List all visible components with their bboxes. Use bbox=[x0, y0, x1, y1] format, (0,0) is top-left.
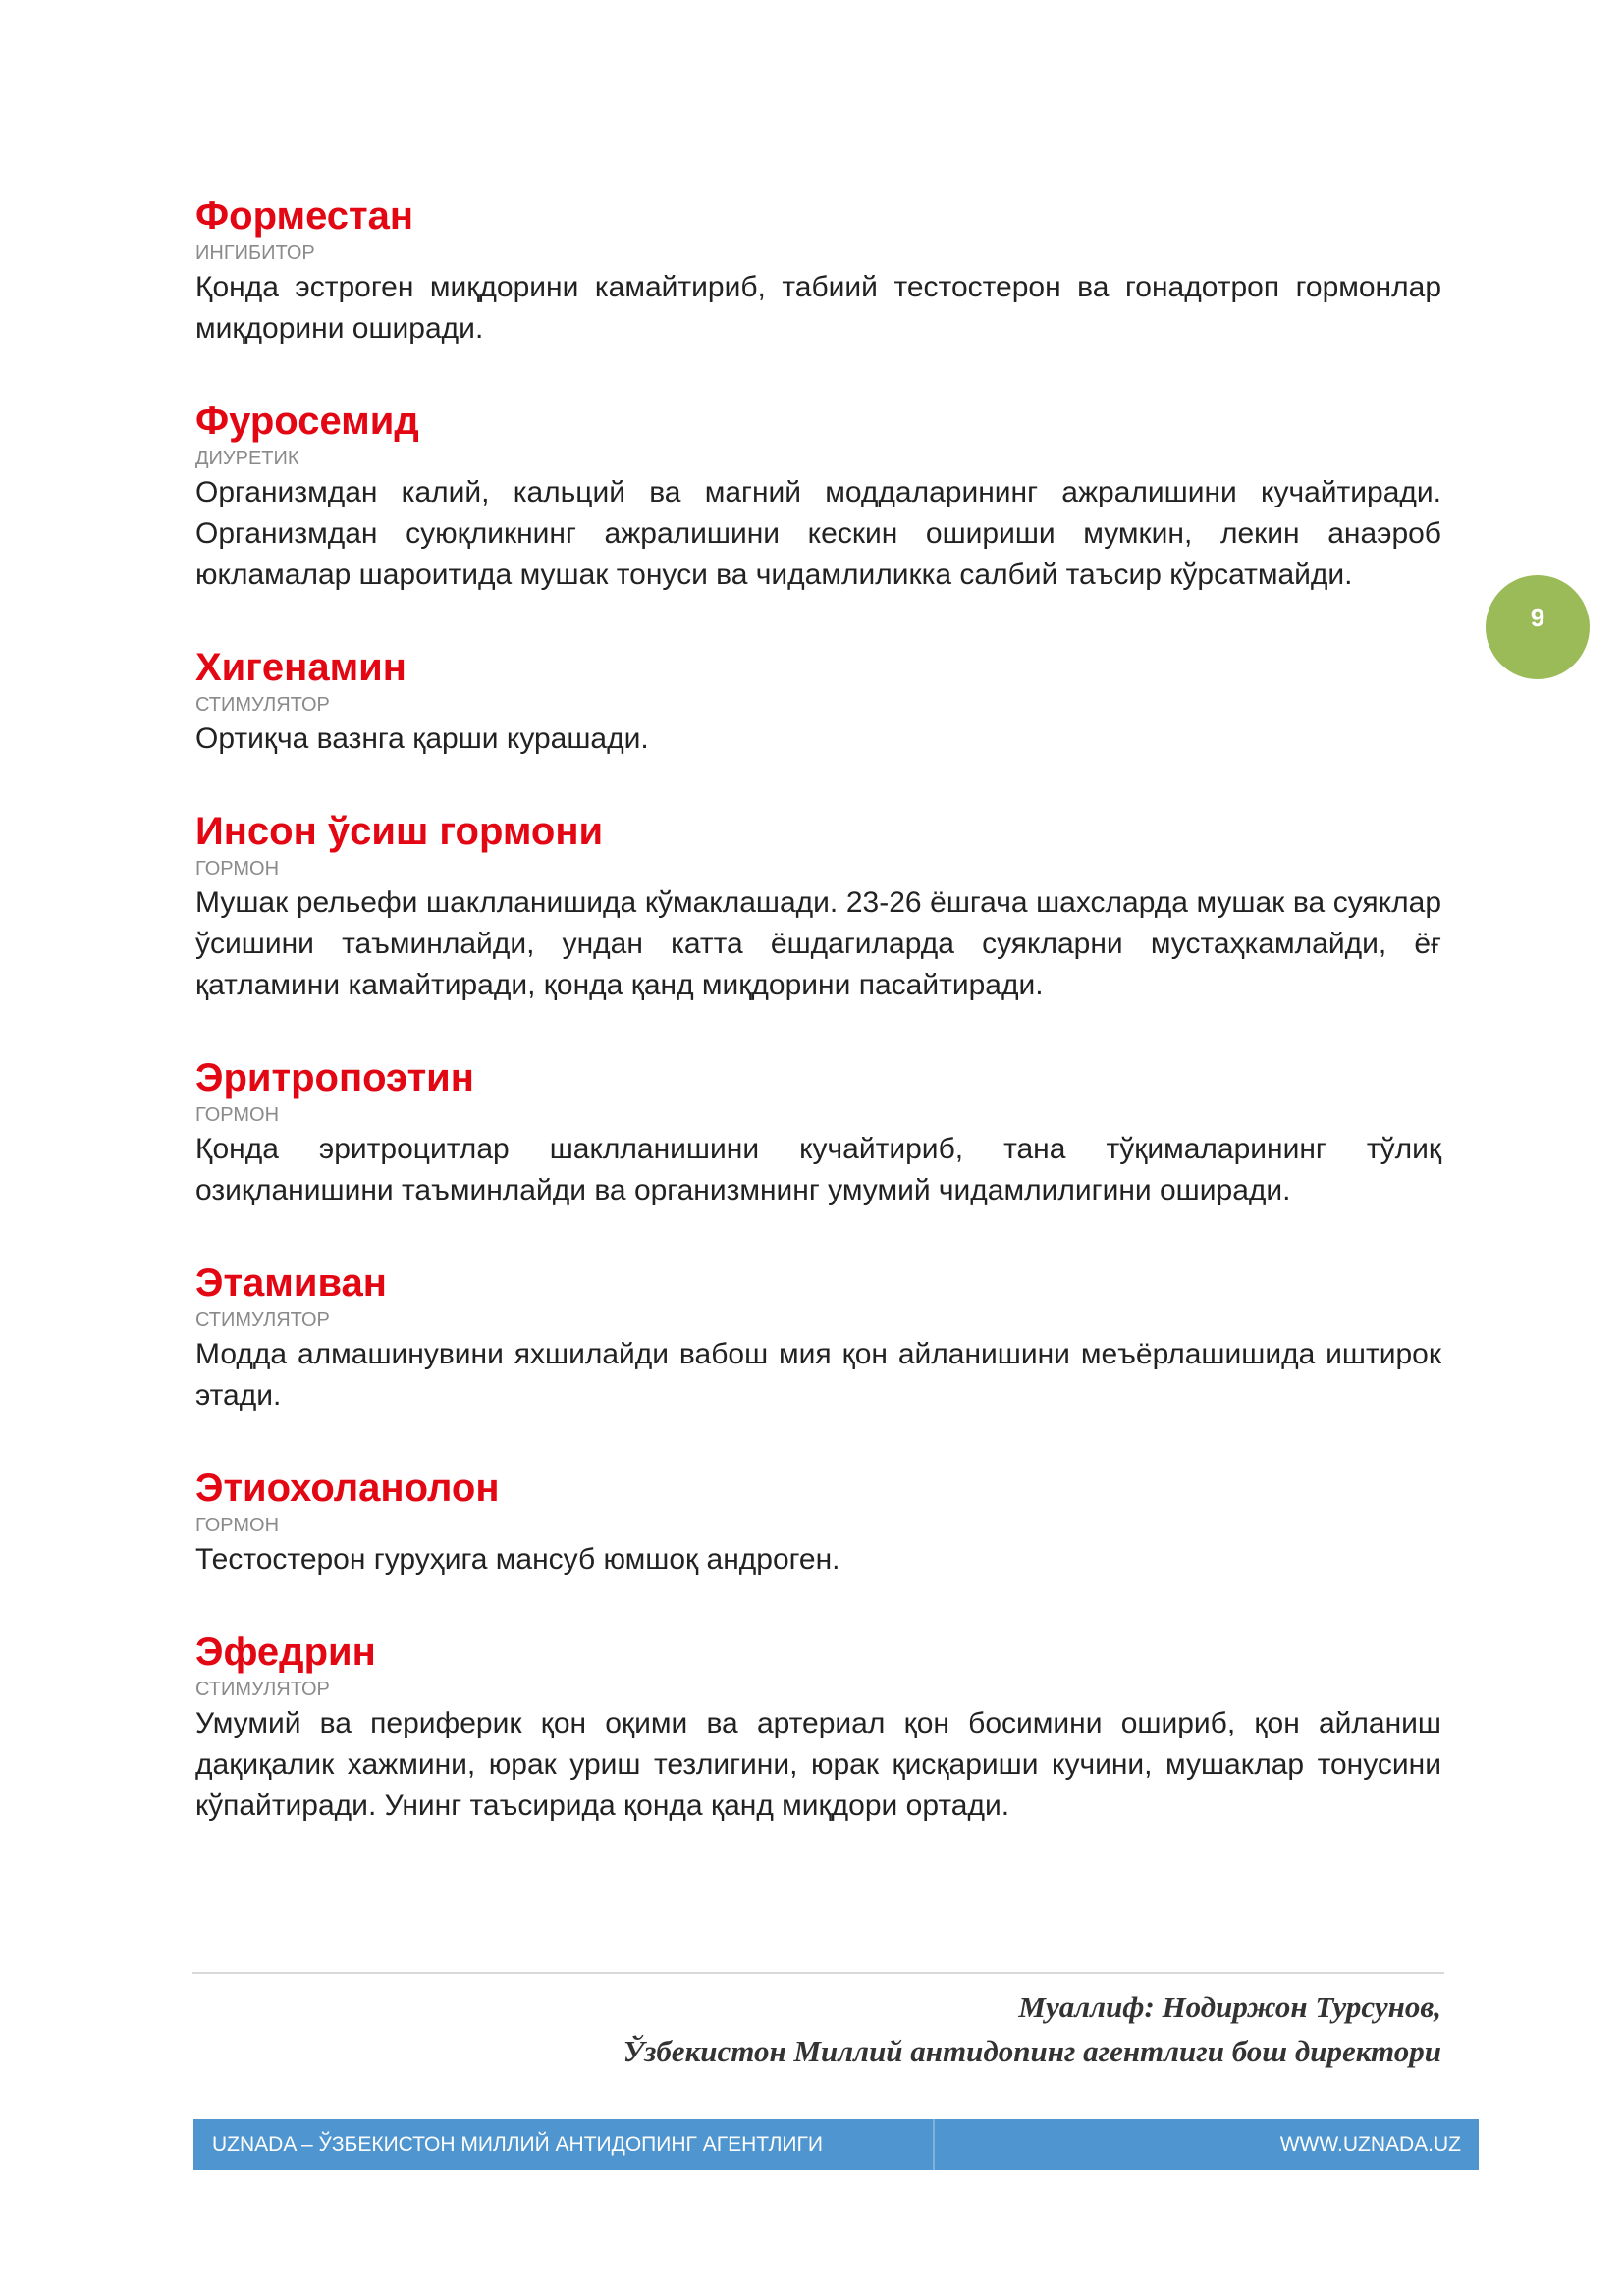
entry-description: Қонда эстроген миқдорини камайтириб, табиий тестостерон ва гонадотроп гормонлар миқдорини оширади. bbox=[195, 271, 1441, 345]
page-number-badge: 9 bbox=[1486, 575, 1590, 679]
entry-furosemide bbox=[195, 398, 1441, 596]
entry-category: ГОРМОН bbox=[195, 1104, 280, 1126]
entry-title: Этамиван bbox=[195, 1261, 387, 1305]
footer-separator bbox=[933, 2119, 935, 2170]
entry-erythropoietin bbox=[195, 1054, 1441, 1211]
entry-description: Организмдан калий, кальций ва магний моддаларининг ажралишини кучайтиради. Организмдан суюқликнинг ажралишини кескин ошириши мумкин, лекин анаэроб юкламалар шароитида мушак тонуси ва чидамлиликка салбий таъсир кўрсатмайди. bbox=[195, 476, 1441, 591]
entry-formestane bbox=[195, 192, 1441, 349]
entry-title: Эфедрин bbox=[195, 1630, 376, 1674]
entry-title: Эритропоэтин bbox=[195, 1056, 474, 1099]
footer-divider bbox=[192, 1972, 1444, 1974]
entry-growth-hormone bbox=[195, 808, 1441, 1006]
footer-bar bbox=[193, 2119, 1479, 2170]
entry-category: ДИУРЕТИК bbox=[195, 448, 299, 469]
author-position: Ўзбекистон Миллий антидопинг агентлиги бош директори bbox=[623, 2034, 1441, 2068]
document-body bbox=[195, 192, 1441, 1875]
entry-category: СТИМУЛЯТОР bbox=[195, 1309, 330, 1331]
entry-description: Модда алмашинувини яхшилайди вабош мия қон айланишини меъёрлашишида иштирок этади. bbox=[195, 1338, 1441, 1412]
author-signature bbox=[623, 1985, 1441, 2073]
entry-category: ГОРМОН bbox=[195, 858, 280, 880]
entry-title: Хигенамин bbox=[195, 646, 406, 689]
entry-title: Форместан bbox=[195, 194, 414, 238]
entry-category: СТИМУЛЯТОР bbox=[195, 694, 330, 716]
footer-organization: UZNADA – ЎЗБЕКИСТОН МИЛЛИЙ АНТИДОПИНГ АГЕНТЛИГИ bbox=[212, 2133, 823, 2156]
author-name: Муаллиф: Нодиржон Турсунов, bbox=[1018, 1990, 1441, 2024]
entry-etamivan bbox=[195, 1259, 1441, 1416]
entry-title: Этиохоланолон bbox=[195, 1467, 500, 1510]
entry-category: ИНГИБИТОР bbox=[195, 242, 315, 264]
entry-ephedrine bbox=[195, 1629, 1441, 1827]
entry-higenamine bbox=[195, 644, 1441, 760]
entry-description: Ортиқча вазнга қарши курашади. bbox=[195, 722, 649, 755]
entry-description: Тестостерон гуруҳига мансуб юмшоқ андроген. bbox=[195, 1543, 840, 1575]
entry-title: Инсон ўсиш гормони bbox=[195, 810, 604, 853]
entry-category: ГОРМОН bbox=[195, 1515, 280, 1536]
footer-website-link[interactable]: WWW.UZNADA.UZ bbox=[1279, 2133, 1461, 2156]
entry-description: Қонда эритроцитлар шаклланишини кучайтириб, тана тўқималарининг тўлиқ озиқланишини таъминлайди ва организмнинг умумий чидамлилигини оширади. bbox=[195, 1133, 1441, 1206]
entry-title: Фуросемид bbox=[195, 400, 419, 443]
entry-description: Умумий ва периферик қон оқими ва артериал қон босимини ошириб, қон айланиш дақиқалик хажмини, юрак уриш тезлигини, юрак қисқариши кучини, мушаклар тонусини кўпайтиради. Унинг таъсирида қонда қанд миқдори ортади. bbox=[195, 1707, 1441, 1822]
entry-description: Мушак рельефи шаклланишида кўмаклашади. 23-26 ёшгача шахсларда мушак ва суяклар ўсишини таъминлайди, ундан катта ёшдагиларда суякларни мустаҳкамлайди, ёғ қатламини камайтиради, қонда қанд миқдорини пасайтиради. bbox=[195, 886, 1441, 1001]
entry-category: СТИМУЛЯТОР bbox=[195, 1679, 330, 1700]
entry-etiocholanolone bbox=[195, 1465, 1441, 1580]
